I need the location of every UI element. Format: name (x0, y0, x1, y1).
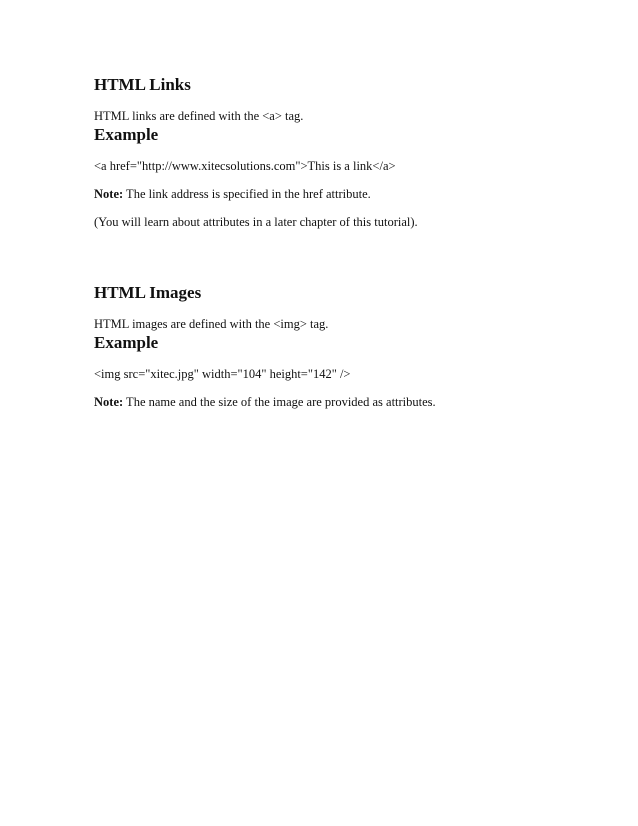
links-example-code: <a href="http://www.xitecsolutions.com">This is a link</a> (94, 159, 396, 173)
html-links-section (94, 74, 594, 230)
images-note-label: Note: (94, 395, 124, 409)
html-images-section (94, 282, 594, 410)
links-note-text: The link address is specified in the href attribute. (123, 187, 371, 201)
html-links-heading: HTML Links (94, 75, 191, 94)
links-note-label: Note: (94, 187, 124, 201)
images-example-code: <img src="xitec.jpg" width="104" height="142" /> (94, 367, 351, 381)
html-images-heading: HTML Images (94, 283, 202, 302)
html-images-intro: HTML images are defined with the <img> tag. (94, 317, 329, 331)
images-example-heading: Example (94, 333, 159, 352)
html-links-intro: HTML links are defined with the <a> tag. (94, 109, 304, 123)
images-note-text: The name and the size of the image are provided as attributes. (123, 395, 436, 409)
images-note (94, 394, 594, 410)
links-extra-note: (You will learn about attributes in a later chapter of this tutorial). (94, 215, 418, 229)
links-example-heading: Example (94, 125, 159, 144)
links-note (94, 186, 594, 202)
